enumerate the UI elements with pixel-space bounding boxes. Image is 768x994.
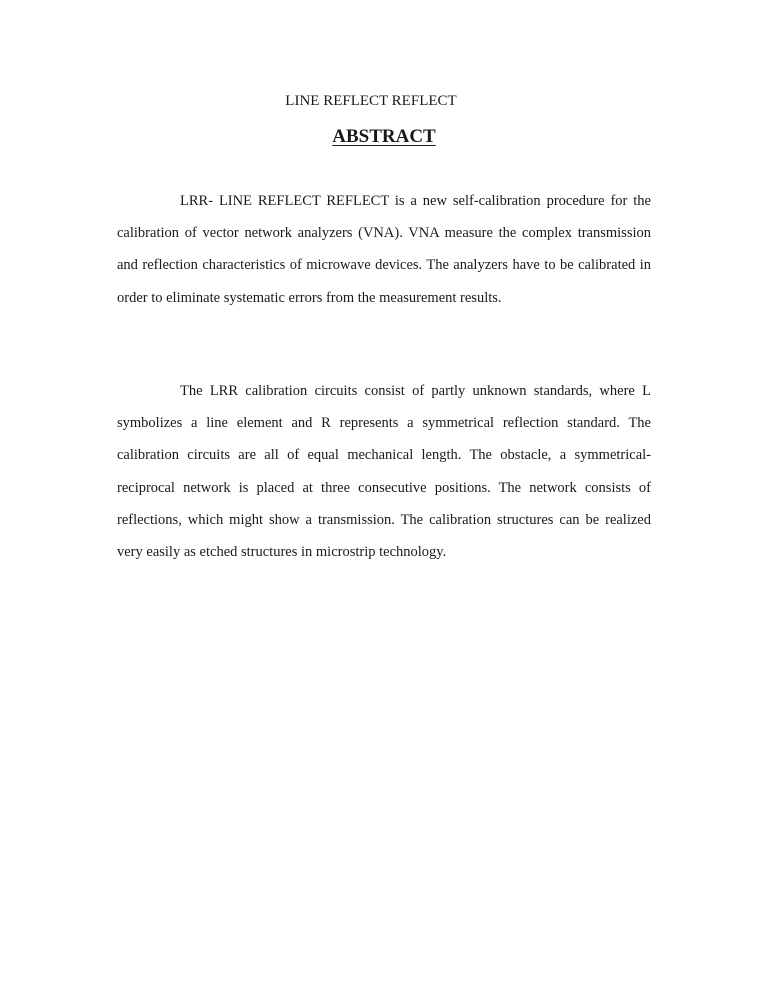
- document-title: LINE REFLECT REFLECT: [285, 93, 457, 109]
- abstract-heading-text: ABSTRACT: [332, 126, 436, 147]
- abstract-heading: [0, 125, 768, 149]
- abstract-paragraph-2: The LRR calibration circuits consist of partly unknown standards, where L symbolizes a line element and R represents a symmetrical reflection standard. The calibration circuits are all of equal mechanical length. The obstacle, a symmetrical-reciprocal network is placed at three consecutive positions. The network consists of reflections, which might show a transmission. The calibration structures can be realized very easily as etched structures in microstrip technology.: [117, 383, 651, 561]
- abstract-paragraph-1: LRR- LINE REFLECT REFLECT is a new self-calibration procedure for the calibration of vector network analyzers (VNA). VNA measure the complex transmission and reflection characteristics of microwave devices. The analyzers have to be calibrated in order to eliminate systematic errors from the measurement results.: [117, 193, 651, 306]
